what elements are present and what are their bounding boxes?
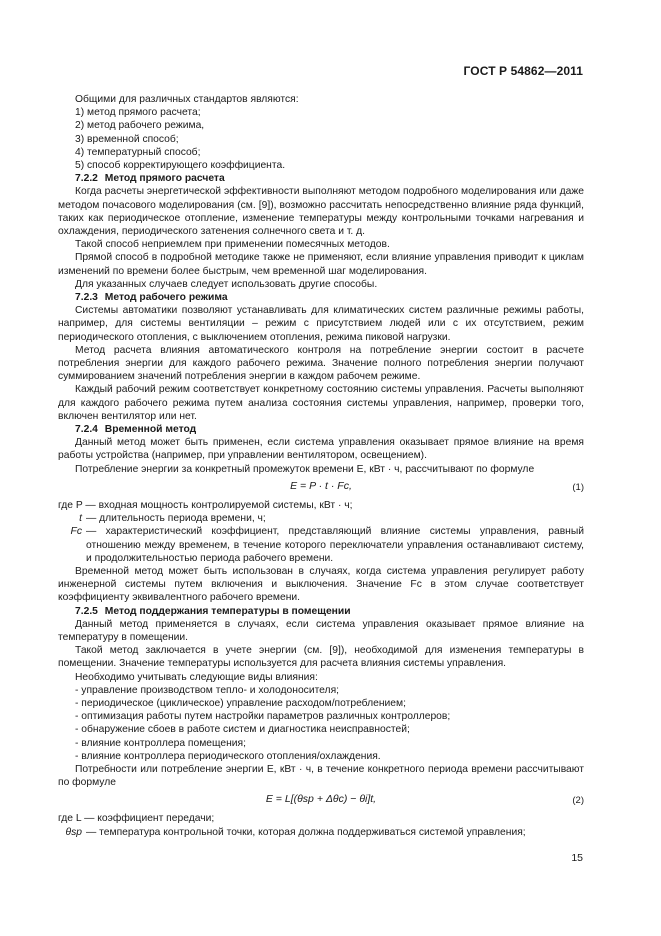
influence-list-item: - влияние контроллера помещения;	[75, 737, 246, 749]
paragraph: Прямой способ в подробной методике также не применяют, если влияние управления приводит к циклам изменений по времени более быстрым, чем временной шаг моделирования.	[58, 252, 584, 277]
intro-paragraph: Общими для различных стандартов являются:	[75, 94, 299, 105]
influence-list-item: - периодическое (циклическое) управление расходом/потреблением;	[75, 697, 406, 709]
section-title: Метод прямого расчета	[104, 173, 225, 185]
paragraph: Потребности или потребление энергии E, кВт · ч, в течение конкретного периода времени рассчитывают по формуле	[58, 763, 584, 789]
paragraph: Такой метод заключается в учете энергии (см. [9]), необходимой для изменения температуры в помещении. Значение температуры используется для расчета влияния системы управления.	[58, 645, 584, 670]
equation-2	[58, 791, 584, 809]
definition-fc	[58, 525, 584, 565]
paragraph: Каждый рабочий режим соответствует конкретному состоянию системы управления. Расчеты выполняют для каждого рабочего режима путем анализа состояния системы управления, например, проверки того, включен вентилятор или нет.	[58, 384, 584, 422]
section-number: 7.2.4	[75, 424, 98, 436]
section-number: 7.2.2	[75, 173, 98, 185]
equation-number: (2)	[572, 795, 584, 807]
definition-theta-sp	[58, 826, 584, 839]
definition-symbol: t	[79, 513, 82, 525]
influence-list-item: - оптимизация работы путем настройки параметров различных контроллеров;	[75, 711, 451, 723]
document-header-id: ГОСТ Р 54862—2011	[463, 64, 583, 78]
where-clause: где P — входная мощность контролируемой системы, кВт · ч;	[58, 499, 353, 511]
influence-list-item: - влияние контроллера периодического отопления/охлаждения.	[75, 750, 381, 762]
definition-t	[58, 512, 584, 525]
method-list-item: 5) способ корректирующего коэффициента.	[75, 160, 286, 172]
paragraph: Когда расчеты энергетической эффективности выполняют методом подробного моделирования или даже методом почасового моделирования (см. [9]), возможно рассчитать непосредственно влияние ряда функций, таких как периодическое отопление, изменение температуры между контрольными точками нагревания и охлаждения, периодического затенения солнечного света и т. д.	[58, 186, 584, 238]
influence-list-item: - обнаружение сбоев в работе систем и диагностика неисправностей;	[75, 724, 410, 736]
definition-symbol: Fc	[70, 526, 82, 538]
section-heading-7-2-5	[58, 605, 584, 618]
paragraph: Такой способ неприемлем при применении помесячных методов.	[75, 239, 390, 251]
definition-text: — температура контрольной точки, которая должна поддерживаться системой управления;	[86, 826, 526, 838]
method-list-item: 2) метод рабочего режима,	[75, 120, 205, 132]
section-heading-7-2-3	[58, 291, 584, 304]
paragraph: Потребление энергии за конкретный промежуток времени E, кВт · ч, рассчитывают по формуле	[75, 463, 535, 475]
equation-number: (1)	[572, 481, 584, 493]
paragraph: Метод расчета влияния автоматического контроля на потребление энергии состоит в расчете потребления энергии для каждого рабочего режима. Значение полного потребления энергии получают суммированием значений потребления энергии в каждом рабочем режиме.	[58, 344, 584, 383]
document-body	[58, 93, 584, 839]
paragraph: Данный метод применяется в случаях, если система управления оказывает прямое влияние на температуру в помещении.	[58, 618, 584, 643]
paragraph: Временной метод может быть использован в случаях, когда система управления регулирует работу инженерной системы путем включения и выключения. Значение Fc в этом случае соответствует коэффициенту эквивалентного рабочего времени.	[58, 565, 584, 604]
paragraph: Необходимо учитывать следующие виды влияния:	[75, 671, 318, 683]
paragraph: Данный метод может быть применен, если система управления оказывает прямое влияние на время работы устройства (например, при управлении вентилятором, освещением).	[58, 437, 584, 462]
section-title: Метод поддержания температуры в помещении	[104, 605, 351, 617]
definition-text: — характеристический коэффициент, представляющий влияние системы управления, равный отношению между временем, в течение которого переключатели управления останавливают систему, и продолжительностью периода рабочего времени.	[86, 526, 584, 564]
section-heading-7-2-4	[58, 423, 584, 436]
definition-text: — длительность периода времени, ч;	[86, 513, 266, 525]
method-list-item: 3) временной способ;	[75, 133, 179, 145]
section-heading-7-2-2	[58, 172, 584, 185]
page-number: 15	[571, 852, 583, 864]
equation-formula: E = L[(θsp + Δθc) − θi]t,	[265, 793, 377, 806]
paragraph: Системы автоматики позволяют устанавливать для климатических систем различные режимы работы, например, для системы вентиляции – режим с присутствием людей или с их отсутствием, режим периодического отопления, с выключением отопления, режима пиковой нагрузки.	[58, 305, 584, 343]
equation-formula: E = P · t · Fc,	[290, 479, 352, 492]
method-list-item: 1) метод прямого расчета;	[75, 107, 201, 119]
where-clause: где L — коэффициент передачи;	[58, 813, 215, 825]
section-title: Временной метод	[104, 424, 197, 436]
definition-symbol: θsp	[65, 826, 82, 838]
method-list-item: 4) температурный способ;	[75, 146, 201, 158]
paragraph: Для указанных случаев следует использовать другие способы.	[75, 278, 378, 290]
section-number: 7.2.5	[75, 605, 98, 617]
section-title: Метод рабочего режима	[104, 292, 228, 304]
equation-1	[58, 478, 584, 496]
section-number: 7.2.3	[75, 292, 98, 304]
influence-list-item: - управление производством тепло- и холодоносителя;	[75, 684, 340, 696]
